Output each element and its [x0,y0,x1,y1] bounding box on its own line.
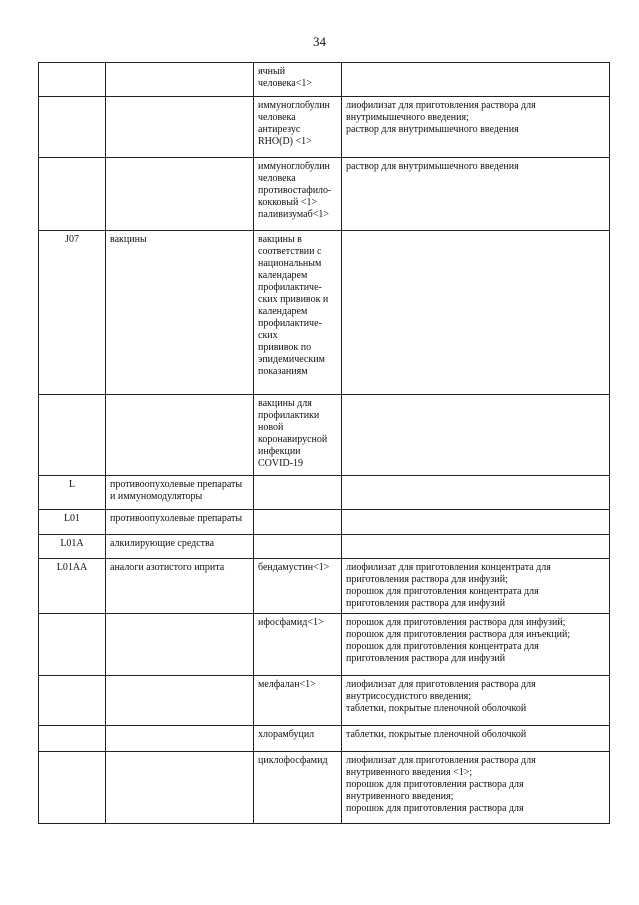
substance-cell: бендамустин<1> [254,559,342,614]
dosage-forms-cell: лиофилизат для приготовления раствора для внутривенного введения <1>; порошок для приготовления раствора для внутривенного введения; порошок для приготовления раствора для [342,752,610,824]
atc-code-cell: J07 [39,231,106,395]
group-cell: противоопухолевые препараты и иммуномодуляторы [106,476,254,510]
atc-code-cell [39,614,106,676]
table-row [39,231,610,395]
dosage-forms-cell: лиофилизат для приготовления раствора для внутримышечного введения; раствор для внутримышечного введения [342,97,610,158]
substance-cell: вакцины для профилактики новой коронавирусной инфекции COVID-19 [254,395,342,476]
group-cell [106,676,254,726]
group-cell [106,97,254,158]
atc-code-cell [39,158,106,231]
group-cell [106,752,254,824]
atc-code-cell: L01A [39,535,106,559]
drug-table [38,62,610,824]
atc-code-cell: L01 [39,510,106,535]
group-cell [106,614,254,676]
dosage-forms-cell [342,510,610,535]
atc-code-cell [39,726,106,752]
substance-cell [254,535,342,559]
substance-cell [254,476,342,510]
atc-code-cell [39,752,106,824]
atc-code-cell [39,63,106,97]
group-cell [106,726,254,752]
table-row [39,614,610,676]
dosage-forms-cell: лиофилизат для приготовления раствора для внутрисосудистого введения; таблетки, покрытые пленочной оболочкой [342,676,610,726]
table-row [39,158,610,231]
atc-code-cell: L [39,476,106,510]
substance-cell: мелфалан<1> [254,676,342,726]
dosage-forms-cell: раствор для внутримышечного введения [342,158,610,231]
atc-code-cell: L01AA [39,559,106,614]
group-cell: противоопухолевые препараты [106,510,254,535]
table-row [39,752,610,824]
substance-cell: циклофосфамид [254,752,342,824]
table-row [39,676,610,726]
page-number: 34 [313,34,326,49]
table-row [39,559,610,614]
substance-cell: иммуноглобулин человека антирезус RHO(D) <1> [254,97,342,158]
dosage-forms-cell [342,476,610,510]
substance-cell: хлорамбуцил [254,726,342,752]
table-row [39,395,610,476]
dosage-forms-cell: таблетки, покрытые пленочной оболочкой [342,726,610,752]
atc-code-cell [39,395,106,476]
table-row [39,63,610,97]
table-row [39,726,610,752]
table-row [39,476,610,510]
substance-cell: иммуноглобулин человека противостафило- кокковый <1> паливизумаб<1> [254,158,342,231]
substance-cell: ифосфамид<1> [254,614,342,676]
group-cell: аналоги азотистого иприта [106,559,254,614]
table-row [39,535,610,559]
dosage-forms-cell: лиофилизат для приготовления концентрата для приготовления раствора для инфузий; порошок для приготовления концентрата для приготовления раствора для инфузий [342,559,610,614]
group-cell [106,395,254,476]
dosage-forms-cell: порошок для приготовления раствора для инфузий; порошок для приготовления раствора для инъекций; порошок для приготовления концентрата для приготовления раствора для инфузий [342,614,610,676]
dosage-forms-cell [342,63,610,97]
group-cell [106,63,254,97]
group-cell: вакцины [106,231,254,395]
table-row [39,97,610,158]
dosage-forms-cell [342,395,610,476]
substance-cell: ячный человека<1> [254,63,342,97]
atc-code-cell [39,676,106,726]
atc-code-cell [39,97,106,158]
dosage-forms-cell [342,231,610,395]
substance-cell [254,510,342,535]
group-cell [106,158,254,231]
table-row [39,510,610,535]
dosage-forms-cell [342,535,610,559]
group-cell: алкилирующие средства [106,535,254,559]
substance-cell: вакцины в соответствии с национальным календарем профилактиче- ских прививок и календарем профилактиче- ских прививок по эпидемическим показаниям [254,231,342,395]
